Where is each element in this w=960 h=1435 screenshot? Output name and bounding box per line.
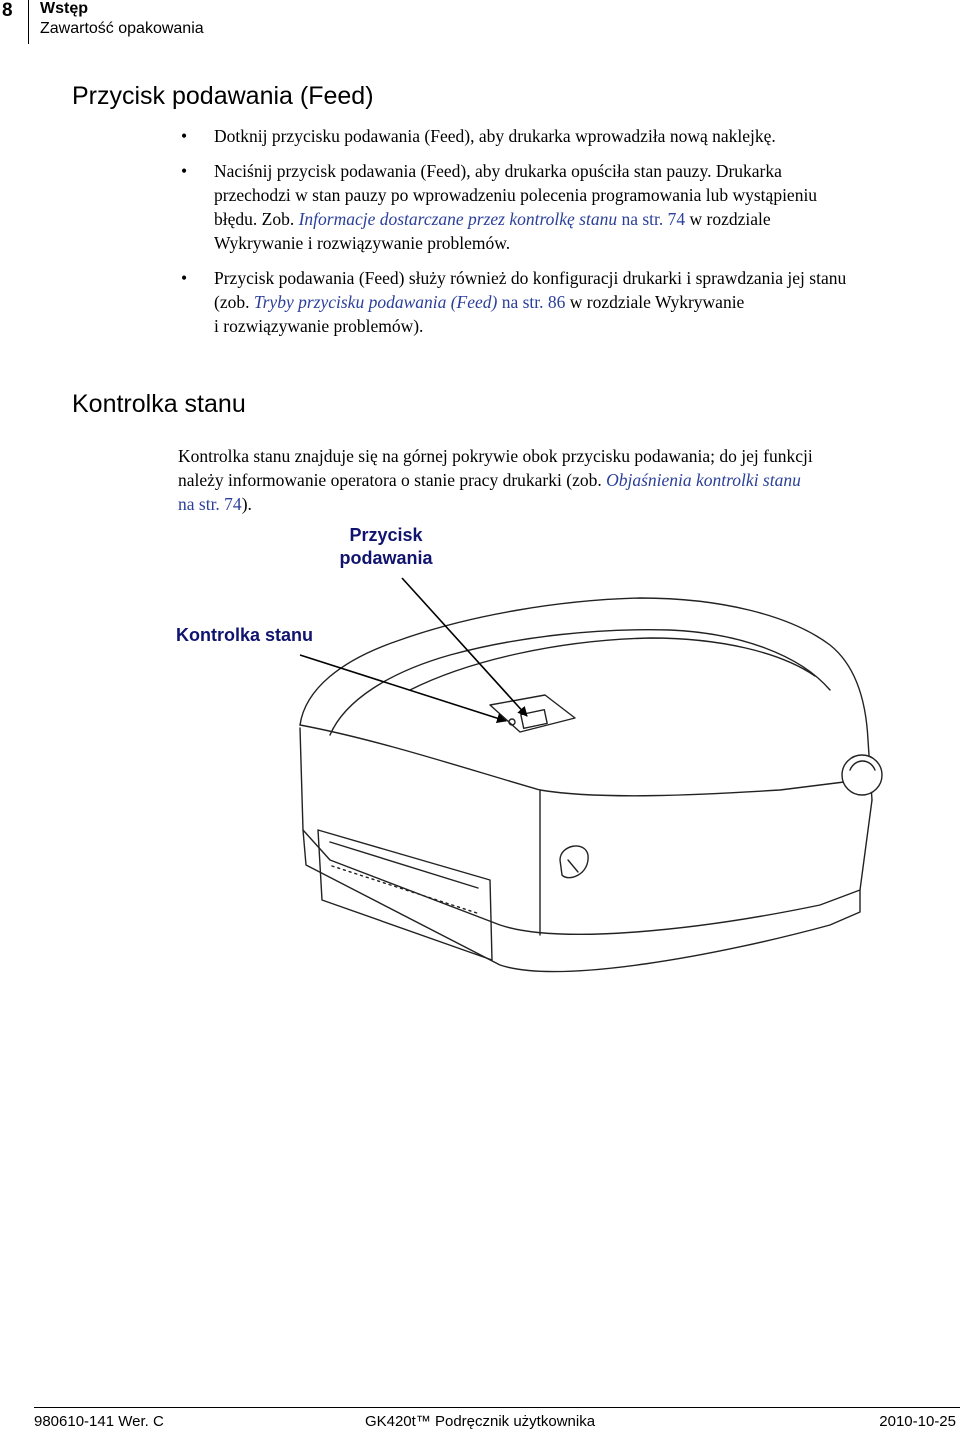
paragraph-text: należy informowanie operatora o stanie pracy drukarki (zob. [178, 470, 607, 490]
bullet-line [214, 266, 960, 290]
paragraph-text: ). [241, 494, 252, 514]
bullet-dot: • [181, 126, 188, 146]
footer-manual-title: GK420t™ Podręcznik użytkownika [364, 1413, 596, 1430]
paragraph-text: Kontrolka stanu znajduje się na górnej pokrywie obok przycisku podawania; do jej funkcji [178, 446, 813, 466]
bullet-text: Wykrywanie i rozwiązywanie problemów. [214, 233, 511, 253]
cross-reference-link[interactable]: na str. 74 [617, 209, 686, 229]
status-light-paragraph [178, 444, 960, 516]
page-number: 8 [2, 0, 13, 21]
cross-reference-link[interactable]: Objaśnienia kontrolki stanu [606, 470, 801, 490]
paragraph-line [178, 468, 960, 492]
bullet-line [214, 314, 960, 338]
section-title: Zawartość opakowania [40, 20, 204, 37]
cross-reference-link[interactable]: Tryby przycisku podawania (Feed) [253, 292, 498, 312]
bullet-text: i rozwiązywanie problemów). [214, 316, 424, 336]
bullet-text: w rozdziale [685, 209, 771, 229]
bullet-line [214, 124, 960, 148]
printer-illustration [0, 570, 960, 1030]
bullet-line [214, 159, 960, 183]
bullet-line [214, 290, 960, 314]
bullet-text: przechodzi w stan pauzy po wprowadzeniu polecenia programowania lub wystąpieniu [214, 185, 818, 205]
bullet-line [214, 231, 960, 255]
printer-top-cover [300, 598, 872, 800]
printer-cover-front-edge [300, 725, 860, 796]
printer-cover-ridge [410, 638, 815, 690]
status-light-callout: Kontrolka stanu [176, 625, 314, 645]
bullet-line [214, 183, 960, 207]
printer-media-slot [318, 830, 492, 960]
bullet-text: (zob. [214, 292, 254, 312]
printer-base [303, 830, 860, 971]
feed-bullet-item [178, 159, 960, 255]
printer-cover-inner-curve [330, 630, 830, 735]
footer-rule [34, 1407, 960, 1408]
footer-document-number: 980610-141 Wer. C [34, 1413, 164, 1430]
bullet-dot: • [181, 161, 188, 181]
paragraph-line [178, 444, 960, 468]
feed-callout-line-1: Przycisk [349, 525, 423, 545]
header-divider [28, 0, 29, 44]
feed-button-heading: Przycisk podawania (Feed) [72, 82, 374, 110]
feed-bullet-list [178, 124, 960, 349]
bullet-text: błędu. Zob. [214, 209, 299, 229]
chapter-title: Wstęp [40, 0, 88, 17]
bullet-text: Przycisk podawania (Feed) służy również do konfiguracji drukarki i sprawdzania jej stanu [214, 268, 847, 288]
paragraph-line [178, 492, 960, 516]
cross-reference-link[interactable]: na str. 86 [497, 292, 566, 312]
bullet-text: Dotknij przycisku podawania (Feed), aby drukarka wprowadziła nową naklejkę. [214, 126, 776, 146]
feed-button-callout [326, 524, 446, 570]
footer-date: 2010-10-25 [879, 1413, 956, 1430]
feed-bullet-item [178, 124, 960, 148]
printer-body-front [300, 728, 872, 934]
bullet-dot: • [181, 268, 188, 288]
cross-reference-link[interactable]: na str. 74 [178, 494, 242, 514]
bullet-text: Naciśnij przycisk podawania (Feed), aby drukarka opuściła stan pauzy. Drukarka [214, 161, 782, 181]
bullet-text: w rozdziale Wykrywanie [565, 292, 745, 312]
cross-reference-link[interactable]: Informacje dostarczane przez kontrolkę stanu [298, 209, 618, 229]
side-grip [560, 846, 588, 878]
feed-callout-line-2: podawania [339, 548, 433, 568]
feed-bullet-item [178, 266, 960, 338]
feed-callout-line [402, 578, 527, 716]
status-light-heading: Kontrolka stanu [72, 390, 246, 418]
bullet-line [214, 207, 960, 231]
